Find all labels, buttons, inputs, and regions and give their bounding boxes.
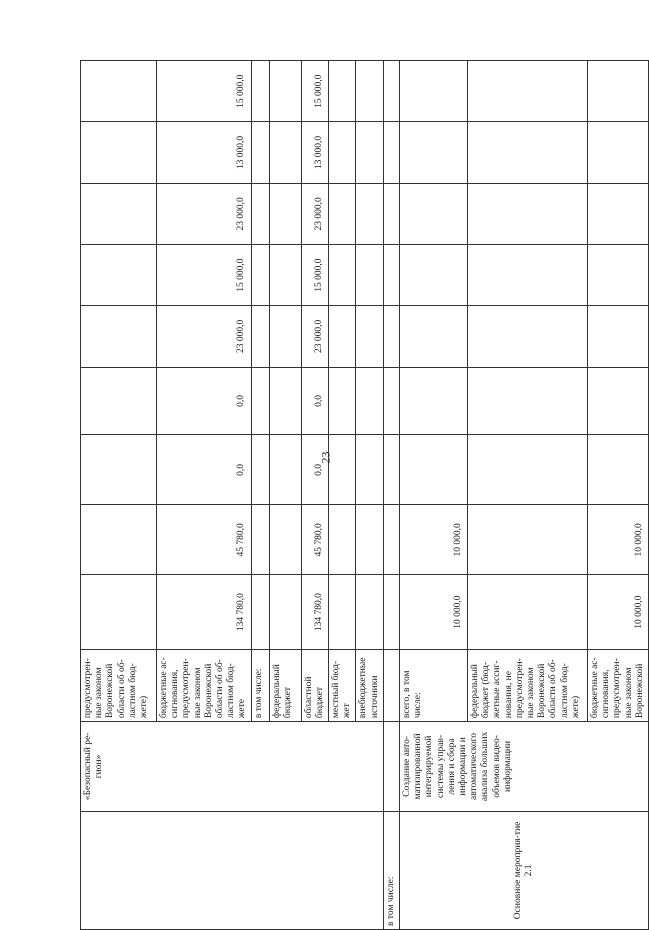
cell-funding-source: всего, в том числе: (400, 649, 468, 721)
cell-value (269, 61, 301, 122)
cell-value: 23 000,0 (301, 183, 328, 244)
cell-value: 0,0 (157, 435, 252, 505)
cell-value: 10 000,0 (400, 575, 468, 649)
cell-value (400, 306, 468, 367)
cell-value (588, 306, 649, 367)
cell-value (468, 306, 588, 367)
cell-value (468, 61, 588, 122)
cell-value: 10 000,0 (400, 505, 468, 575)
page-number: 23 (318, 451, 333, 464)
cell-funding-source: внебюджетные источники (356, 649, 383, 721)
cell-value: 23 000,0 (157, 306, 252, 367)
cell-funding-source (383, 649, 399, 721)
cell-value (81, 435, 157, 505)
cell-value: 15 000,0 (157, 61, 252, 122)
cell-value (269, 435, 301, 505)
cell-value (588, 122, 649, 183)
cell-value (468, 435, 588, 505)
cell-measure (81, 811, 384, 929)
cell-measure: Основное мероприя-тие 2.1 (400, 811, 649, 929)
cell-value (251, 505, 269, 575)
cell-value (383, 306, 399, 367)
cell-value: 13 000,0 (301, 122, 328, 183)
cell-value (383, 61, 399, 122)
cell-funding-source: федеральный бюджет (269, 649, 301, 721)
cell-value (383, 367, 399, 435)
cell-value (383, 183, 399, 244)
cell-value (269, 183, 301, 244)
cell-value (400, 435, 468, 505)
cell-value (329, 306, 356, 367)
cell-value (468, 244, 588, 305)
cell-value (269, 306, 301, 367)
cell-value (251, 183, 269, 244)
cell-value (356, 367, 383, 435)
cell-value (269, 122, 301, 183)
cell-value (468, 367, 588, 435)
cell-value (329, 505, 356, 575)
cell-value (400, 183, 468, 244)
cell-value (269, 575, 301, 649)
cell-value (383, 575, 399, 649)
cell-value (400, 367, 468, 435)
cell-value (269, 505, 301, 575)
cell-funding-source: в том числе: (251, 649, 269, 721)
cell-value: 15 000,0 (157, 244, 252, 305)
cell-value (81, 61, 157, 122)
cell-value: 45 780,0 (301, 505, 328, 575)
cell-value (383, 244, 399, 305)
cell-title: «Безопасный ре-гион» (81, 722, 384, 812)
cell-value (251, 367, 269, 435)
budget-table (80, 60, 649, 930)
table-row (81, 61, 157, 930)
cell-value (383, 505, 399, 575)
budget-table-rotated (80, 60, 645, 930)
cell-title (383, 722, 399, 812)
cell-value (468, 122, 588, 183)
cell-value (400, 244, 468, 305)
cell-value: 134 780,0 (301, 575, 328, 649)
cell-value: 0,0 (301, 367, 328, 435)
cell-value (251, 244, 269, 305)
cell-value (356, 306, 383, 367)
cell-value (81, 244, 157, 305)
cell-value: 13 000,0 (157, 122, 252, 183)
cell-value: 45 780,0 (157, 505, 252, 575)
cell-value (251, 435, 269, 505)
cell-value (329, 61, 356, 122)
cell-value (81, 505, 157, 575)
cell-funding-source: местный бюд-жет (329, 649, 356, 721)
cell-value: 15 000,0 (301, 244, 328, 305)
cell-funding-source: федеральный бюджет (бюд-жетные ассиг-нования, не предусмотрен-ные законом Воронежской области об об-ластном бюд-жете) (468, 649, 588, 721)
cell-value (383, 435, 399, 505)
table-body (81, 61, 649, 930)
cell-value (468, 183, 588, 244)
cell-value (356, 575, 383, 649)
cell-value: 0,0 (301, 435, 328, 505)
cell-value (81, 183, 157, 244)
cell-value (329, 183, 356, 244)
cell-value (588, 435, 649, 505)
cell-value (588, 367, 649, 435)
cell-value (588, 61, 649, 122)
cell-funding-source: бюджетные ас-сигнования, предусмотрен-ные законом Воронежской области об об-ластном бюд-жете (157, 649, 252, 721)
cell-value (468, 505, 588, 575)
table-row (400, 61, 468, 930)
cell-value: 10 000,0 (588, 575, 649, 649)
cell-value (329, 244, 356, 305)
cell-value: 15 000,0 (301, 61, 328, 122)
cell-value: 23 000,0 (157, 183, 252, 244)
cell-value (269, 367, 301, 435)
cell-title: Создание авто-матизированной интегрируемой системы управ-ления и сбора информации и автоматического анализа больших объемов видео-информации (400, 722, 649, 812)
cell-value (329, 435, 356, 505)
cell-value (329, 367, 356, 435)
cell-value: 10 000,0 (588, 505, 649, 575)
cell-value: 0,0 (157, 367, 252, 435)
cell-funding-source: областной бюджет (301, 649, 328, 721)
cell-value (81, 575, 157, 649)
cell-value (400, 61, 468, 122)
cell-value (400, 122, 468, 183)
cell-value (81, 367, 157, 435)
cell-value (81, 306, 157, 367)
cell-value (588, 244, 649, 305)
cell-value (269, 244, 301, 305)
cell-value (356, 183, 383, 244)
cell-value (251, 575, 269, 649)
cell-funding-source: бюджетные ас-сигнования, предусмотрен-ные законом Воронежской (588, 649, 649, 721)
cell-value (81, 122, 157, 183)
cell-value (356, 244, 383, 305)
cell-measure: в том числе: (383, 811, 399, 929)
cell-value: 23 000,0 (301, 306, 328, 367)
cell-value (329, 122, 356, 183)
cell-value (383, 122, 399, 183)
cell-value (468, 575, 588, 649)
cell-funding-source: предусмотрен-ные законом Воронежской области об об-ластном бюд-жете) (81, 649, 157, 721)
cell-value (329, 575, 356, 649)
cell-value (588, 183, 649, 244)
cell-value (251, 61, 269, 122)
table-row (383, 61, 399, 930)
cell-value (356, 435, 383, 505)
cell-value (356, 61, 383, 122)
cell-value (356, 122, 383, 183)
cell-value (251, 122, 269, 183)
cell-value: 134 780,0 (157, 575, 252, 649)
cell-value (251, 306, 269, 367)
cell-value (356, 505, 383, 575)
